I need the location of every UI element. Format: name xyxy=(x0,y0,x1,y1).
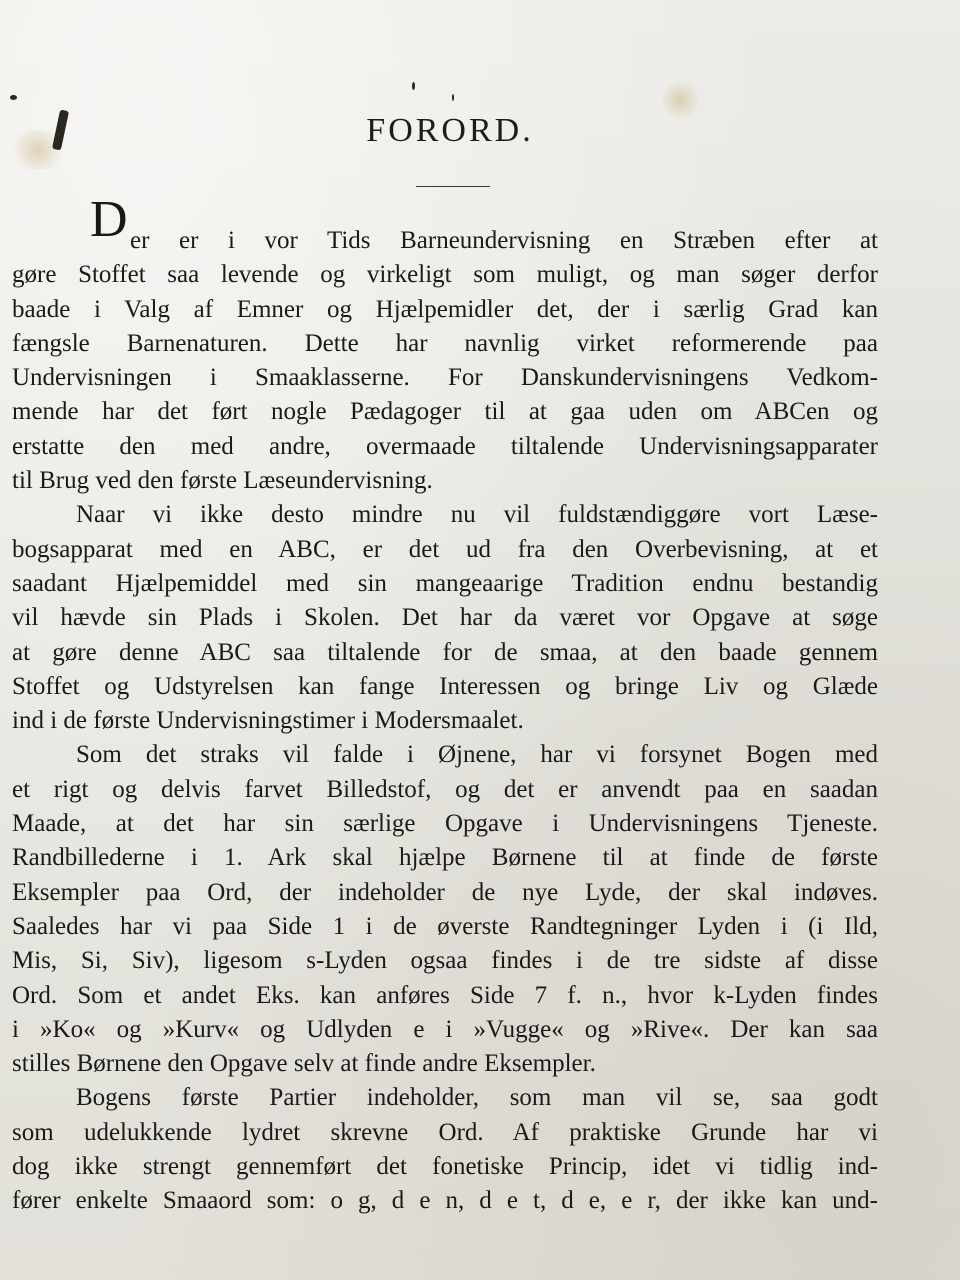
text-line: dog ikke strengt gennemført det fonetiske Princip, idet vi tidlig ind- xyxy=(12,1153,878,1181)
text-line: Eksempler paa Ord, der indeholder de nye Lyde, der skal indøves. xyxy=(12,878,878,906)
text-line: Undervisningen i Smaaklasserne. For Danskundervisningens Vedkom- xyxy=(12,364,878,392)
text-line: Som det straks vil falde i Øjnene, har vi forsynet Bogen med xyxy=(76,741,878,769)
text-line: er er i vor Tids Barneundervisning en Stræben efter at xyxy=(130,227,878,254)
paragraph-4 xyxy=(12,1081,878,1218)
body-text xyxy=(12,224,878,1219)
text-line: baade i Valg af Emner og Hjælpemidler det, der i særlig Grad kan xyxy=(12,295,878,323)
text-line: i »Ko« og »Kurv« og Udlyden e i »Vugge« og »Rive«. Der kan saa xyxy=(12,1015,878,1043)
ink-speck xyxy=(452,94,454,101)
text-line: til Brug ved den første Læseundervisning. xyxy=(12,467,433,495)
text-line: Saaledes har vi paa Side 1 i de øverste Randtegninger Lyden i (i Ild, xyxy=(12,912,878,940)
title-rule xyxy=(416,186,490,187)
text-line: Stoffet og Udstyrelsen kan fange Interessen og bringe Liv og Glæde xyxy=(12,672,878,700)
text-line: Bogens første Partier indeholder, som man vil se, saa godt xyxy=(76,1084,878,1112)
text-line: et rigt og delvis farvet Billedstof, og det er anvendt paa en saadan xyxy=(12,775,878,803)
text-line: Mis, Si, Siv), ligesom s-Lyden ogsaa findes i de tre sidste af disse xyxy=(12,947,878,975)
text-line: bogsapparat med en ABC, er det ud fra den Overbevisning, at et xyxy=(12,535,878,563)
text-line: saadant Hjælpemiddel med sin mangeaarige Tradition endnu bestandig xyxy=(12,569,878,597)
ink-speck xyxy=(10,95,17,100)
text-line: Naar vi ikke desto mindre nu vil fuldstændiggøre vort Læse- xyxy=(76,501,878,529)
text-line: at gøre denne ABC saa tiltalende for de smaa, at den baade gennem xyxy=(12,638,878,666)
text-line: stilles Børnene den Opgave selv at finde andre Eksempler. xyxy=(12,1050,596,1078)
text-line: som udelukkende lydret skrevne Ord. Af praktiske Grunde har vi xyxy=(12,1118,878,1146)
text-line: Ord. Som et andet Eks. kan anføres Side 7 f. n., hvor k-Lyden findes xyxy=(12,981,878,1009)
text-line: vil hævde sin Plads i Skolen. Det har da været vor Opgave at søge xyxy=(12,604,878,632)
ink-speck xyxy=(412,82,415,90)
text-line: Randbillederne i 1. Ark skal hjælpe Børnene til at finde de første xyxy=(12,844,878,872)
paragraph-1 xyxy=(12,224,878,498)
drop-cap: D xyxy=(90,191,128,248)
text-line: ind i de første Undervisningstimer i Modersmaalet. xyxy=(12,707,524,735)
text-line: gøre Stoffet saa levende og virkeligt som muligt, og man søger derfor xyxy=(12,261,878,289)
page-title: FORORD. xyxy=(366,112,534,149)
text-line: erstatte den med andre, overmaade tiltalende Undervisningsapparater xyxy=(12,432,878,460)
paragraph-3 xyxy=(12,738,878,1081)
text-line: Maade, at det har sin særlige Opgave i Undervisningens Tjeneste. xyxy=(12,810,878,838)
text-line: fører enkelte Smaaord som: o g, d e n, d e t, d e, e r, der ikke kan und- xyxy=(12,1187,878,1215)
text-line: fængsle Barnenaturen. Dette har navnlig virket reformerende paa xyxy=(12,329,878,357)
text-line: mende har det ført nogle Pædagoger til at gaa uden om ABCen og xyxy=(12,398,878,426)
paragraph-2 xyxy=(12,498,878,738)
